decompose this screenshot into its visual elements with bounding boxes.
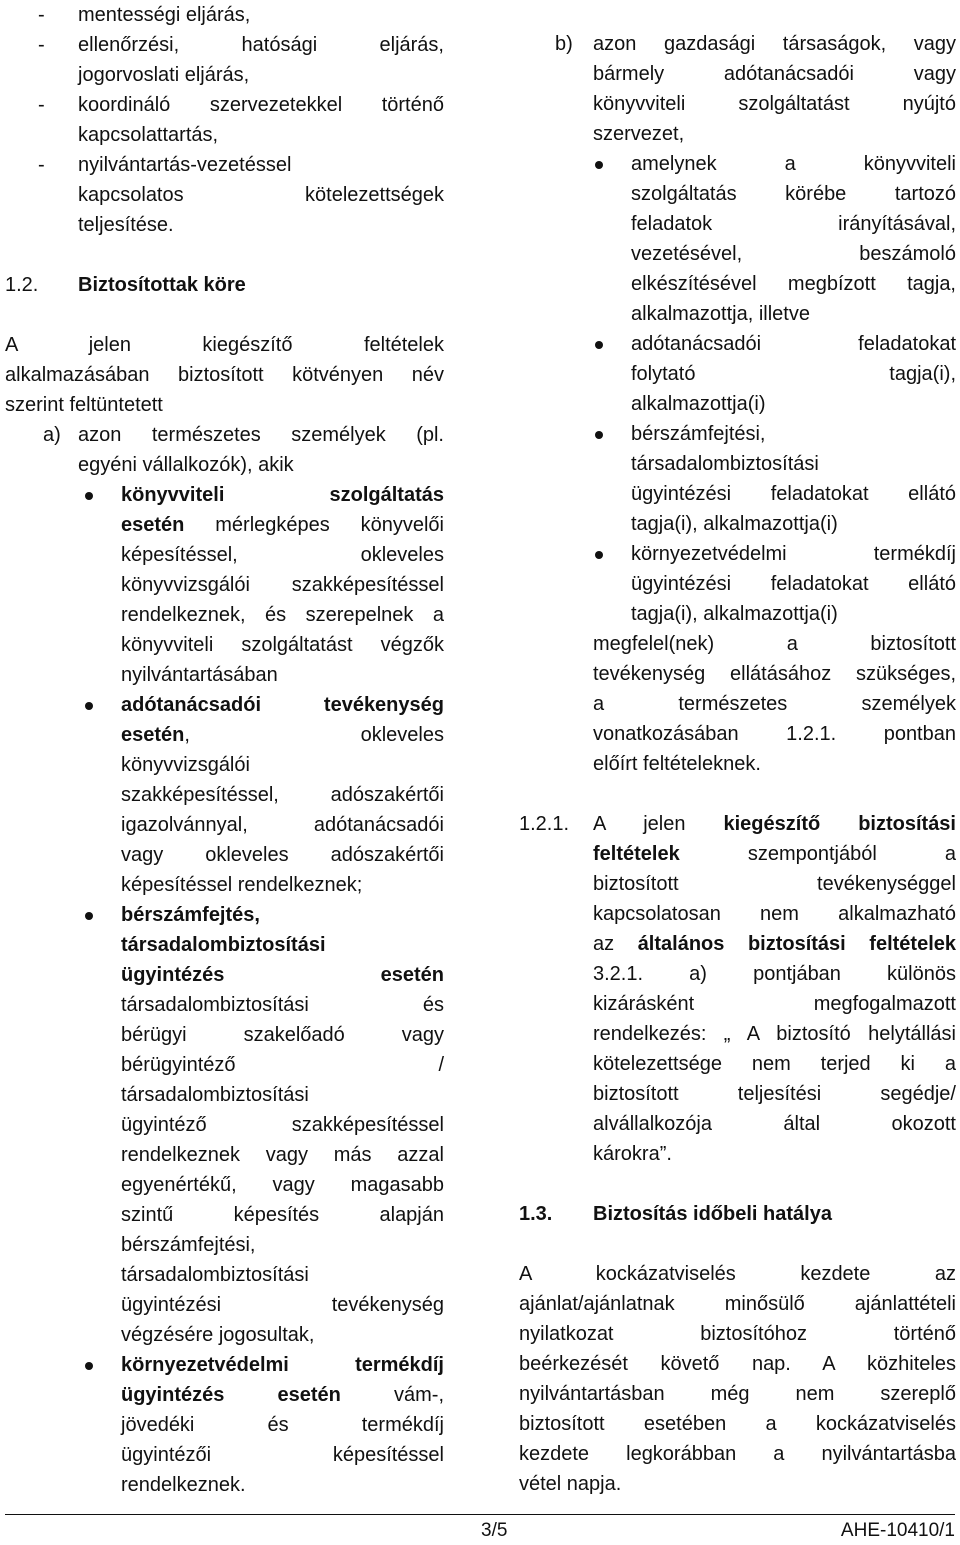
bullet-line: könyvviteli szolgáltatást végzők	[121, 634, 444, 656]
bullet-line: alkalmazottja(i)	[631, 393, 766, 415]
item-b-line: könyvviteli szolgáltatást nyújtó	[593, 93, 956, 115]
bullet-line: bérügyintéző /	[121, 1054, 444, 1076]
dash-line: koordináló szervezetekkel történő	[78, 94, 444, 116]
bullet-dot-icon	[85, 1362, 93, 1370]
bullet-line: bérszámfejtési,	[631, 423, 766, 445]
bullet-line: képesítéssel rendelkeznek;	[121, 874, 363, 896]
text: mérlegképes könyvelői	[215, 514, 444, 536]
bullet-line	[121, 480, 444, 510]
text: szempontjából a	[679, 843, 956, 865]
bullet-dot-icon	[595, 341, 603, 349]
bullet-line: rendelkeznek vagy más azzal	[121, 1144, 444, 1166]
dash-line: ellenőrzési, hatósági eljárás,	[78, 34, 444, 56]
dash-list	[5, 0, 444, 240]
bullet-line: társadalombiztosítási	[121, 1264, 309, 1286]
dash-line: mentességi eljárás,	[78, 4, 251, 26]
bullet-line: ügyintézési tevékenység	[121, 1294, 444, 1316]
bold-text: esetén	[121, 514, 185, 536]
intro-line: A jelen kiegészítő feltételek	[5, 334, 444, 356]
bold-text: kiegészítő biztosítási	[723, 813, 956, 835]
dash-marker: -	[38, 154, 45, 176]
intro-paragraph	[5, 330, 444, 420]
section-number: 1.2.	[5, 274, 39, 296]
bullet-line: elkészítésével megbízott tagja,	[631, 273, 956, 295]
para-line: A kockázatviselés kezdete az	[519, 1263, 956, 1285]
bullet-line	[121, 1380, 444, 1410]
item-b-marker: b)	[555, 33, 573, 55]
dash-line: nyilvántartás-vezetéssel	[78, 154, 292, 176]
page-number: 3/5	[481, 1520, 508, 1541]
bullet-line: szakképesítéssel, adószakértői	[121, 784, 444, 806]
subsection-line	[593, 959, 956, 989]
closing-line: tevékenység ellátásához szükséges,	[593, 663, 956, 685]
dash-item	[5, 30, 444, 90]
bullet-line: feladatok irányításával,	[631, 213, 956, 235]
bullet-line: végzésére jogosultak,	[121, 1324, 315, 1346]
dash-marker: -	[38, 34, 45, 56]
subsection-line	[593, 839, 956, 869]
closing-line: a természetes személyek	[593, 693, 956, 715]
subsection-line	[593, 1019, 956, 1049]
closing-paragraph	[519, 629, 956, 779]
bullet-line: amelynek a könyvviteli	[631, 153, 956, 175]
bullet-line: ügyintéző szakképesítéssel	[121, 1114, 444, 1136]
bullet-item	[5, 690, 444, 900]
text: , okleveles	[184, 724, 444, 746]
subsection-line	[593, 809, 956, 839]
bullet-dot-icon	[595, 551, 603, 559]
section-title: Biztosítottak köre	[78, 274, 246, 296]
bullet-line: környezetvédelmi termékdíj	[631, 543, 956, 565]
subsection-line	[593, 869, 956, 899]
bullet-line: társadalombiztosítási és	[121, 994, 444, 1016]
bullet-item	[5, 900, 444, 1350]
bullet-line: jövedéki és termékdíj	[121, 1414, 444, 1436]
section-title: Biztosítás időbeli hatálya	[593, 1203, 832, 1225]
bold-text: bérszámfejtés,	[121, 904, 260, 926]
bullet-line: vagy okleveles adószakértői	[121, 844, 444, 866]
closing-line: előírt feltételeknek.	[593, 753, 761, 775]
text: károkra”.	[593, 1143, 672, 1165]
bullet-dot-icon	[595, 161, 603, 169]
bullet-line: szolgáltatás körébe tartozó	[631, 183, 956, 205]
text: A jelen	[593, 813, 724, 835]
bullet-line: szintű képesítés alapján	[121, 1204, 444, 1226]
bullet-line: tagja(i), alkalmazottja(i)	[631, 603, 838, 625]
bullet-dot-icon	[85, 702, 93, 710]
bullet-line: ügyintézési feladatokat ellátó	[631, 483, 956, 505]
bold-text: társadalombiztosítási	[121, 934, 326, 956]
intro-line: szerint feltüntetett	[5, 394, 163, 416]
closing-line: megfelel(nek) a biztosított	[593, 633, 956, 655]
bullet-line: könyvvizsgálói	[121, 754, 250, 776]
bold-text: ügyintézés esetén	[121, 964, 444, 986]
bullet-line: vezetésével, beszámoló	[631, 243, 956, 265]
item-a-line: azon természetes személyek (pl.	[78, 424, 444, 446]
dash-item	[5, 150, 444, 240]
bullet-line: adótanácsadói feladatokat	[631, 333, 956, 355]
closing-line: vonatkozásában 1.2.1. pontban	[593, 723, 956, 745]
bullet-item	[519, 329, 956, 419]
bullet-line	[121, 900, 444, 930]
text: kizárásként megfogalmazott	[593, 993, 956, 1015]
dash-line: jogorvoslati eljárás,	[78, 64, 250, 86]
bullet-line: nyilvántartásában	[121, 664, 278, 686]
bullet-line: bérszámfejtési,	[121, 1234, 256, 1256]
right-column	[519, 29, 956, 1499]
bullet-line: társadalombiztosítási	[121, 1084, 309, 1106]
text: 3.2.1. a) pontjában különös	[593, 963, 956, 985]
bullet-dot-icon	[85, 492, 93, 500]
dash-line: kapcsolattartás,	[78, 124, 219, 146]
bullet-line	[121, 930, 444, 960]
item-b-line: bármely adótanácsadói vagy	[593, 63, 956, 85]
text: az	[593, 933, 638, 955]
bullet-item	[5, 480, 444, 690]
bullet-line: rendelkeznek, és szerepelnek a	[121, 604, 444, 626]
bullet-line: ügyintézői képesítéssel	[121, 1444, 444, 1466]
bullet-line: folytató tagja(i),	[631, 363, 956, 385]
subsection-line	[593, 1079, 956, 1109]
subsection-1-2-1	[519, 809, 956, 1169]
text: biztosított teljesítési segédje/	[593, 1083, 956, 1105]
bullet-line	[121, 720, 444, 750]
section-heading-1-3	[519, 1199, 956, 1229]
para-line: vétel napja.	[519, 1473, 622, 1495]
subsection-line	[593, 929, 956, 959]
bold-text: általános biztosítási feltételek	[637, 933, 956, 955]
dash-marker: -	[38, 94, 45, 116]
item-b-line: szervezet,	[593, 123, 685, 145]
subsection-number: 1.2.1.	[519, 813, 570, 835]
dash-item	[5, 90, 444, 150]
bold-text: feltételek	[593, 843, 680, 865]
bullet-line: igazolvánnyal, adótanácsadói	[121, 814, 444, 836]
bullet-line: bérügyi szakelőadó vagy	[121, 1024, 444, 1046]
bullet-line	[121, 510, 444, 540]
validity-paragraph	[519, 1259, 956, 1499]
bullet-line: rendelkeznek.	[121, 1474, 246, 1496]
subsection-line	[593, 1049, 956, 1079]
bullet-line: társadalombiztosítási	[631, 453, 819, 475]
bullet-line: egyenértékű, vagy magasabb	[121, 1174, 444, 1196]
dash-item	[5, 0, 444, 30]
para-line: beérkezését követő nap. A közhiteles	[519, 1353, 956, 1375]
para-line: nyilvántartásban még nem szereplő	[519, 1383, 956, 1405]
item-a	[5, 420, 444, 480]
text: kötelezettsége nem terjed ki a	[593, 1053, 956, 1075]
bullet-item	[5, 1350, 444, 1500]
document-code: AHE-10410/1	[840, 1520, 955, 1541]
bold-text: ügyintézés esetén	[121, 1384, 341, 1406]
bullet-line: könyvvizsgálói szakképesítéssel	[121, 574, 444, 596]
bold-text: környezetvédelmi termékdíj	[121, 1354, 444, 1376]
text: kapcsolatosan nem alkalmazható	[593, 903, 956, 925]
item-a-line: egyéni vállalkozók), akik	[78, 454, 294, 476]
bullet-line	[121, 1350, 444, 1380]
page-footer	[5, 1514, 955, 1543]
bullet-line: alkalmazottja, illetve	[631, 303, 810, 325]
subsection-line	[593, 899, 956, 929]
section-heading-1-2	[5, 270, 444, 300]
text: alvállalkozója által okozott	[593, 1113, 956, 1135]
bullet-line	[121, 960, 444, 990]
subsection-line	[593, 1109, 956, 1139]
para-line: biztosított esetében a kockázatviselés	[519, 1413, 956, 1435]
text: rendelkezés: „ A biztosító helytállási	[593, 1023, 956, 1045]
dash-line: teljesítése.	[78, 214, 174, 236]
bullet-line	[121, 690, 444, 720]
bullet-dot-icon	[595, 431, 603, 439]
bullet-item	[519, 149, 956, 329]
intro-line: alkalmazásában biztosított kötvényen név	[5, 364, 444, 386]
item-b-line: azon gazdasági társaságok, vagy	[593, 33, 956, 55]
subsection-line	[593, 1139, 956, 1169]
dash-line: kapcsolatos kötelezettségek	[78, 184, 444, 206]
bullet-line: tagja(i), alkalmazottja(i)	[631, 513, 838, 535]
left-column	[5, 0, 444, 1500]
text: vám-,	[394, 1384, 444, 1406]
bullet-line: képesítéssel, okleveles	[121, 544, 444, 566]
item-b	[519, 29, 956, 149]
bullet-item	[519, 419, 956, 539]
text: biztosított tevékenységgel	[593, 873, 956, 895]
bold-text: adótanácsadói tevékenység	[121, 694, 444, 716]
para-line: kezdete legkorábban a nyilvántartásba	[519, 1443, 956, 1465]
dash-marker: -	[38, 4, 45, 26]
bullet-line: ügyintézési feladatokat ellátó	[631, 573, 956, 595]
bold-text: esetén	[121, 724, 185, 746]
para-line: ajánlat/ajánlatnak minősülő ajánlattételi	[519, 1293, 956, 1315]
section-number: 1.3.	[519, 1203, 553, 1225]
bullet-dot-icon	[85, 912, 93, 920]
item-a-marker: a)	[43, 424, 61, 446]
para-line: nyilatkozat biztosítóhoz történő	[519, 1323, 956, 1345]
bold-text: könyvviteli szolgáltatás	[121, 484, 444, 506]
bullet-item	[519, 539, 956, 629]
subsection-line	[593, 989, 956, 1019]
